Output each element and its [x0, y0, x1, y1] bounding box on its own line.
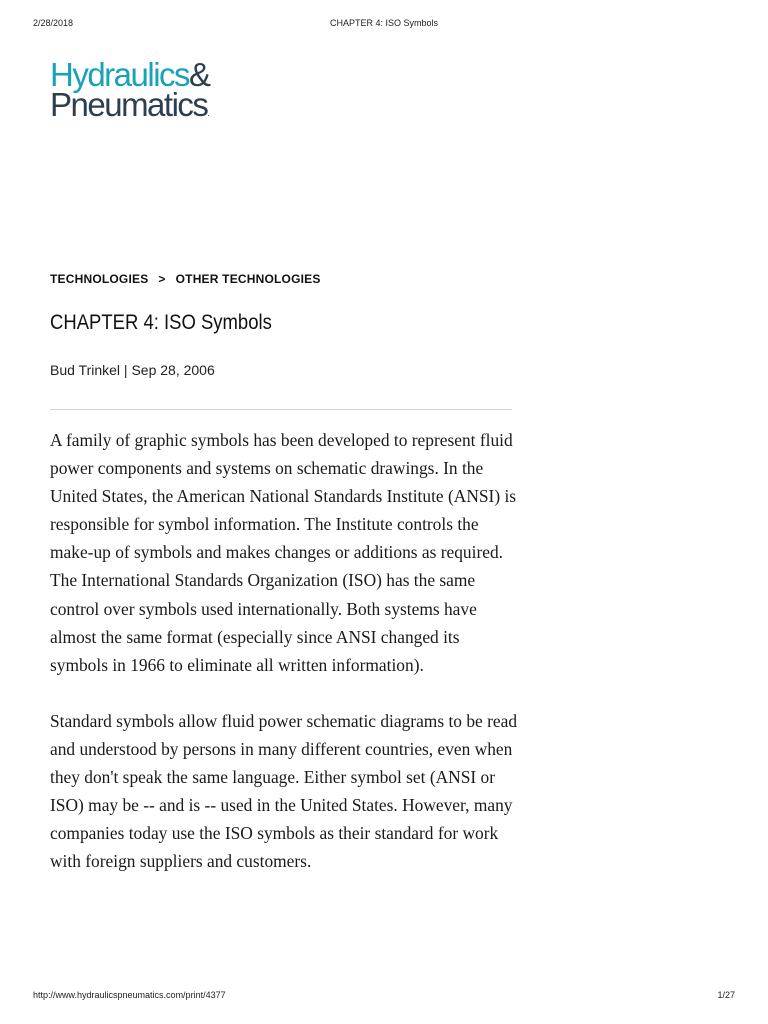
- article-body: [50, 426, 520, 875]
- logo-ampersand: &: [189, 56, 210, 93]
- logo-registered-mark: .: [207, 108, 210, 119]
- graphic-symbols-link[interactable]: A family of graphic symbols: [50, 430, 249, 450]
- paragraph-1: [50, 426, 520, 679]
- breadcrumb-separator: >: [158, 272, 166, 286]
- logo-line-1: Hydraulics&: [50, 56, 210, 93]
- article-byline: Bud Trinkel | Sep 28, 2006: [50, 362, 215, 378]
- print-url: http://www.hydraulicspneumatics.com/print/4377: [33, 990, 226, 1000]
- page-title: CHAPTER 4: ISO Symbols: [50, 311, 272, 334]
- breadcrumb-item-other-technologies[interactable]: OTHER TECHNOLOGIES: [175, 272, 321, 286]
- site-logo[interactable]: [50, 56, 210, 124]
- print-doc-title: CHAPTER 4: ISO Symbols: [329, 18, 439, 28]
- print-header: [33, 18, 735, 32]
- breadcrumb-item-technologies[interactable]: TECHNOLOGIES: [50, 272, 149, 286]
- print-footer: [33, 990, 735, 1002]
- breadcrumb: [50, 272, 321, 286]
- print-date: 2/28/2018: [33, 18, 74, 28]
- paragraph-2: Standard symbols allow fluid power schematic diagrams to be read and understood by persons in many different countries, even when they don't speak the same language. Either symbol set (ANSI or ISO) may be -- and is -- used in the United States. However, many companies today use the ISO symbols as their standard for work with foreign suppliers and customers.: [50, 710, 518, 872]
- byline-divider: [50, 409, 512, 410]
- paragraph-1-text: has been developed to represent fluid power components and systems on schematic drawings. In the United States, the American National Standards Institute (ANSI) is responsible for symbol information. The Institute controls the make-up of symbols and makes changes or additions as required. The International Standards Organization (ISO) has the same control over symbols used internationally. Both systems have almost the same format (especially since ANSI changed its symbols in 1966 to eliminate all written information).: [50, 430, 517, 675]
- print-page-number: 1/27: [717, 990, 735, 1000]
- logo-line-2: Pneumatics.: [50, 86, 210, 124]
